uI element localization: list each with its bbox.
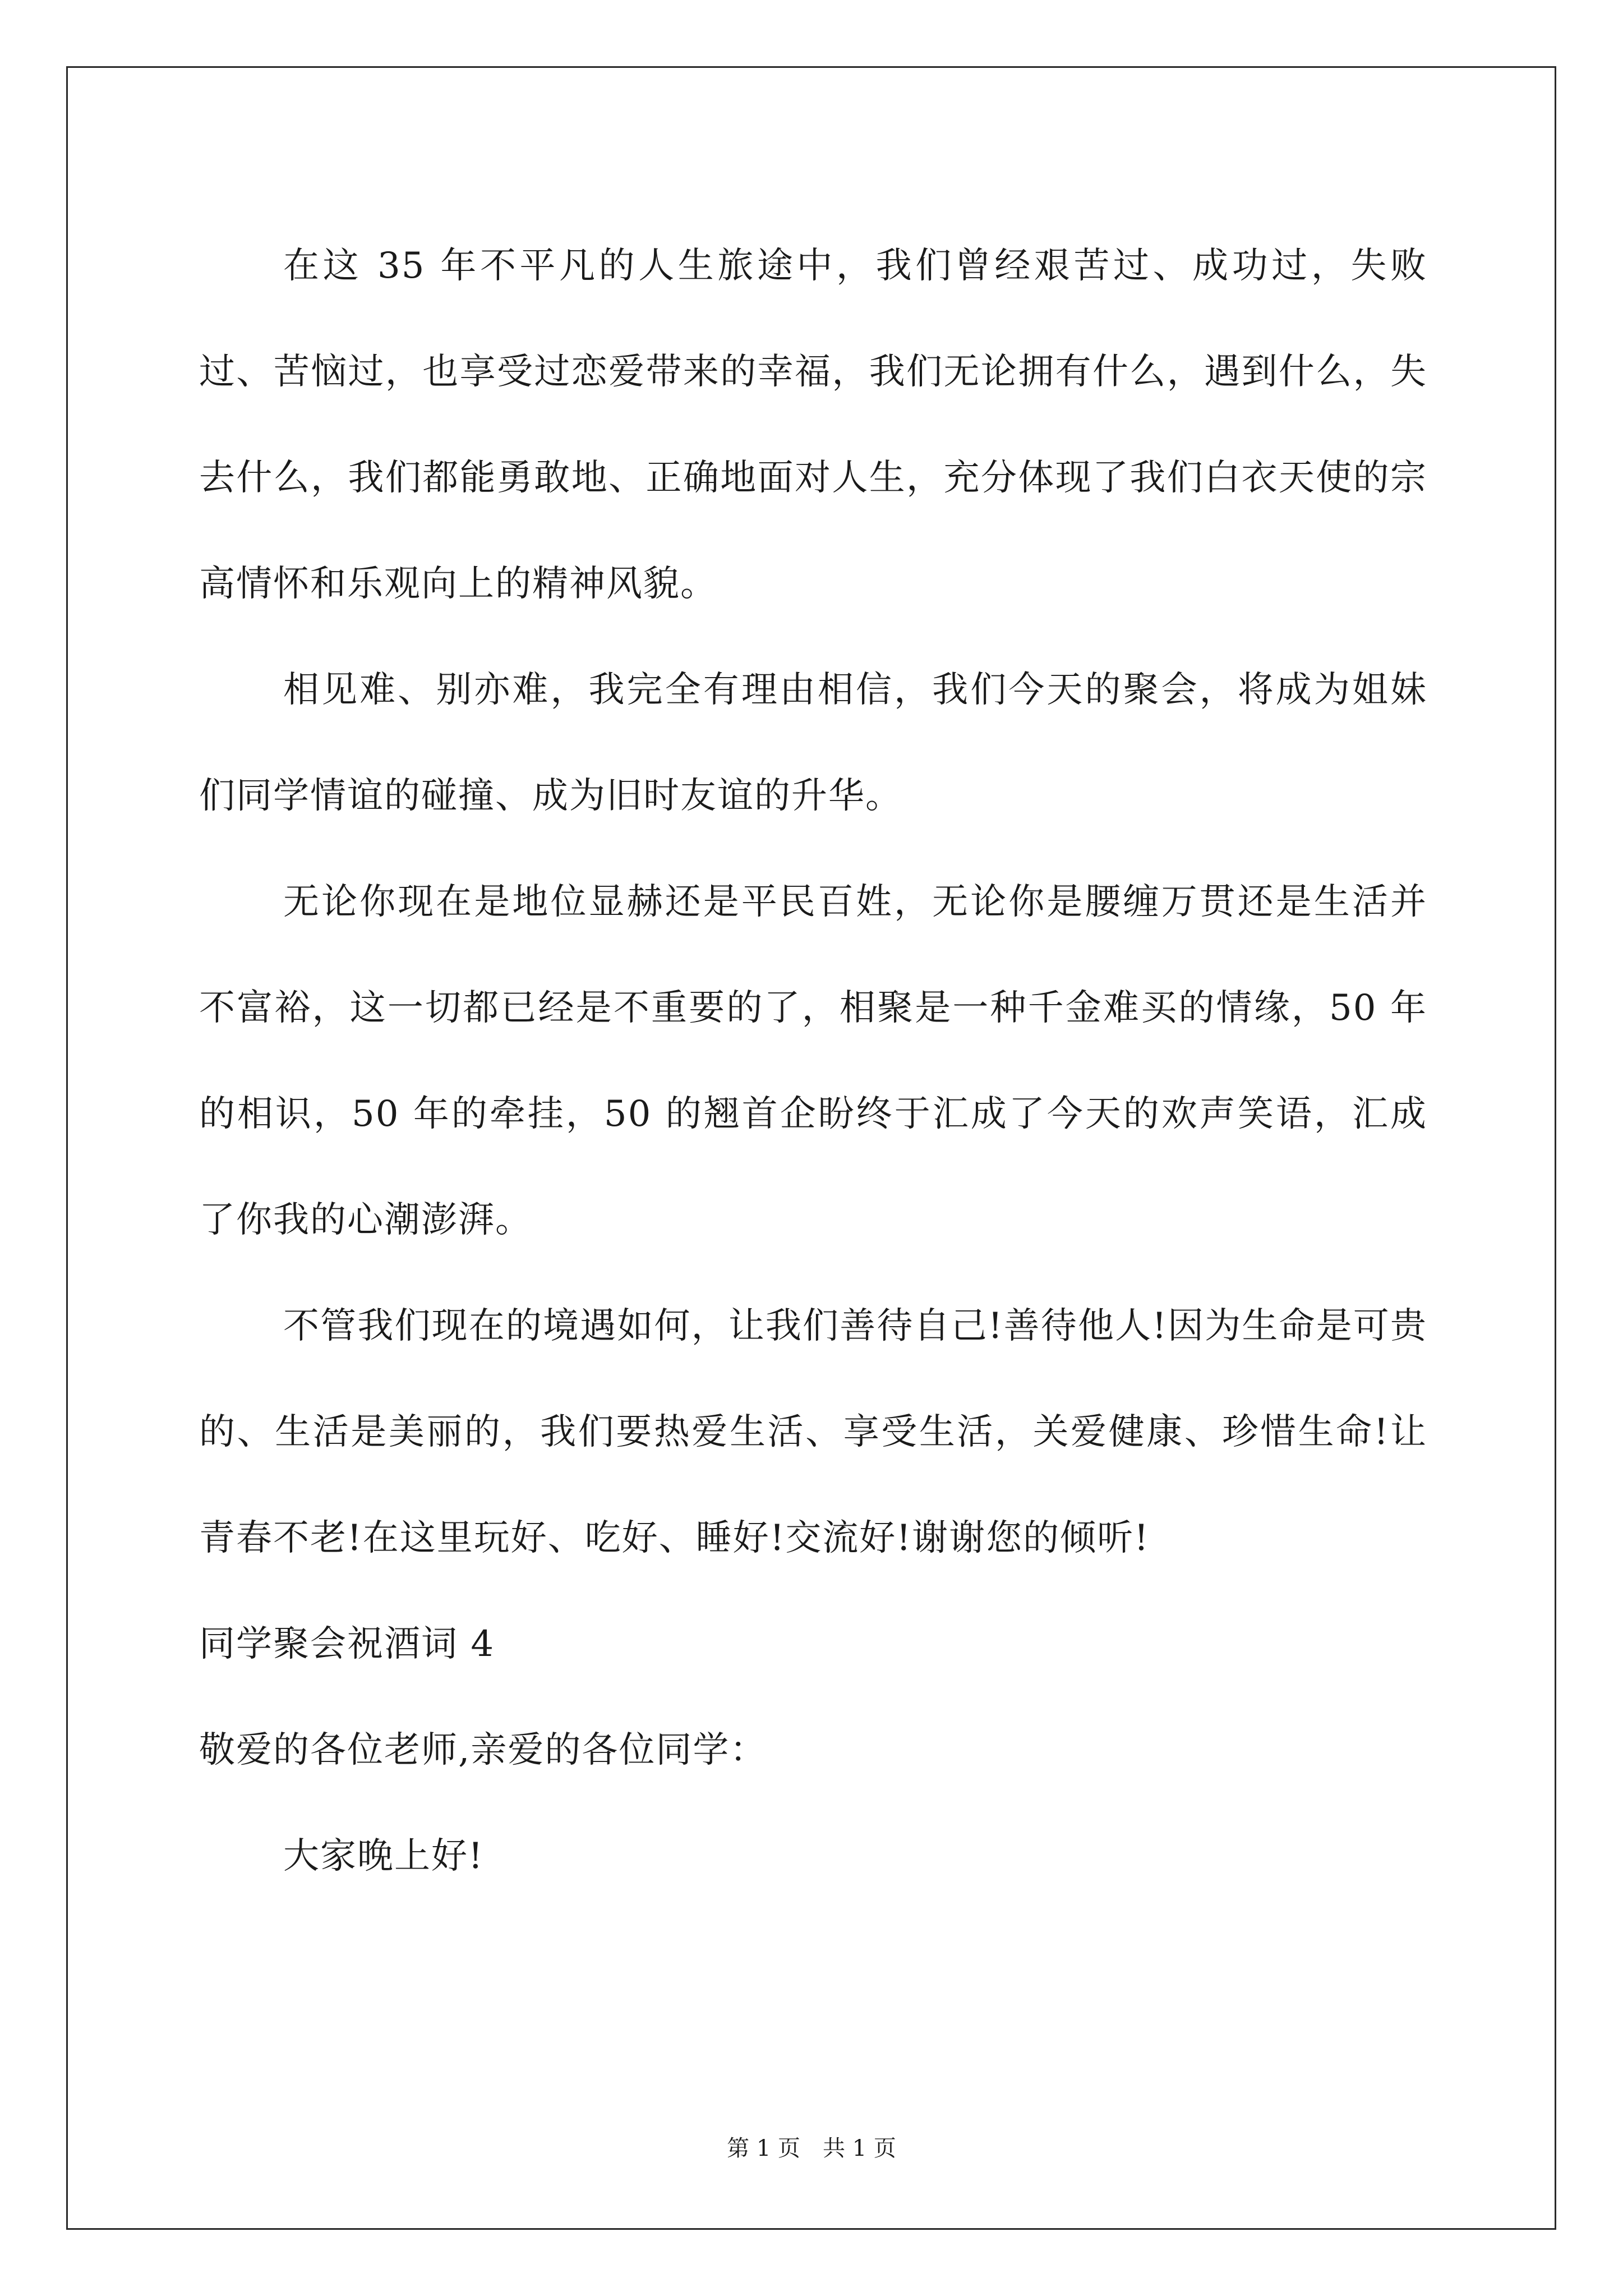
document-body (199, 213, 1427, 1910)
salutation: 敬爱的各位老师,亲爱的各位同学： (199, 1729, 767, 1771)
section-heading: 同学聚会祝酒词 4 (199, 1623, 495, 1665)
page-footer (0, 2133, 1623, 2164)
greeting: 大家晚上好! (283, 1835, 484, 1877)
paragraph-journey: 在这 35 年不平凡的人生旅途中，我们曾经艰苦过、成功过，失败过、苦恼过，也享受过恋爱带来的幸福，我们无论拥有什么，遇到什么，失去什么，我们都能勇敢地、正确地面对人生，充分体现了我们白衣天使的宗高情怀和乐观向上的精神风貌。 (199, 245, 1427, 605)
page-total: 共 1 页 (823, 2136, 896, 2161)
paragraph-cherish-life: 不管我们现在的境遇如何，让我们善待自己!善待他人!因为生命是可贵的、生活是美丽的，我们要热爱生活、享受生活，关爱健康、珍惜生命!让青春不老!在这里玩好、吃好、睡好!交流好!谢谢您的倾听! (199, 1305, 1427, 1559)
page-number: 第 1 页 (727, 2136, 800, 2161)
paragraph-status: 无论你现在是地位显赫还是平民百姓，无论你是腰缠万贯还是生活并不富裕，这一切都已经是不重要的了，相聚是一种千金难买的情缘，50 年的相识，50 年的牵挂，50 的翘首企盼终于汇成了今天的欢声笑语，汇成了你我的心潮澎湃。 (199, 881, 1427, 1241)
paragraph-reunion: 相见难、别亦难，我完全有理由相信，我们今天的聚会，将成为姐妹们同学情谊的碰撞、成为旧时友谊的升华。 (199, 669, 1427, 817)
